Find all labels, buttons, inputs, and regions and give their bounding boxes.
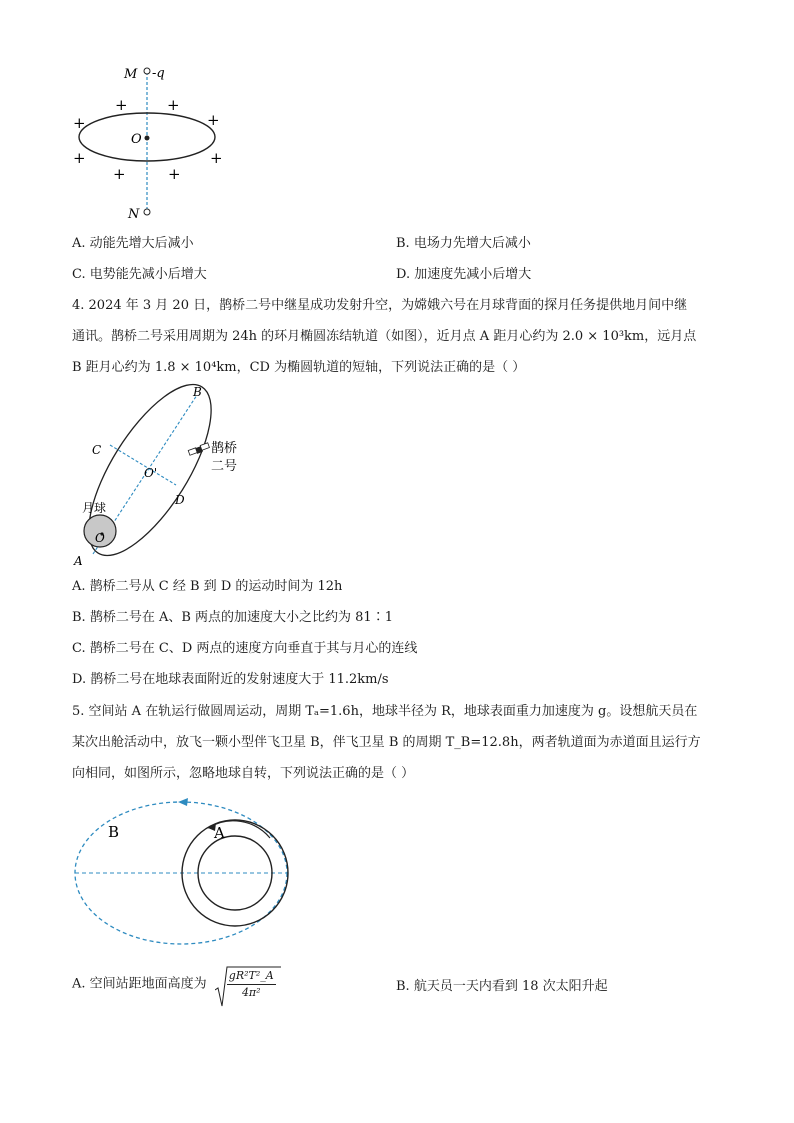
label-O-moon: O: [95, 531, 105, 545]
plus-sign: +: [210, 149, 223, 167]
label-O-prime: O': [144, 466, 158, 480]
q3-option-a[interactable]: A. 动能先增大后减小: [72, 236, 194, 251]
label-D: D: [175, 493, 185, 507]
plus-sign: +: [167, 96, 180, 114]
label-O: O: [131, 132, 142, 147]
plus-sign: +: [168, 165, 181, 183]
q5-stem-line-1: 5. 空间站 A 在轨运行做圆周运动，周期 Tₐ=1.6h，地球半径为 R，地球表面重力加速度为 g。设想航天员在: [72, 704, 698, 719]
label-B: B: [193, 385, 202, 399]
q4-option-a[interactable]: A. 鹊桥二号从 C 经 B 到 D 的运动时间为 12h: [72, 579, 343, 594]
fraction-denominator: 4π²: [241, 986, 261, 999]
label-N: N: [128, 207, 140, 222]
label-satellite-line-2: 二号: [211, 459, 238, 474]
q4-option-b[interactable]: B. 鹊桥二号在 A、B 两点的加速度大小之比约为 81∶1: [72, 610, 393, 625]
arrow-head-B: [178, 798, 188, 806]
sqrt-expression: [215, 968, 276, 1001]
label-M: M: [124, 67, 138, 82]
satellite-icon: [188, 443, 209, 455]
q5-stem-line-3: 向相同，如图所示，忽略地球自转，下列说法正确的是（ ）: [72, 766, 415, 781]
q3-option-c[interactable]: C. 电势能先减小后增大: [72, 267, 207, 282]
figure-station-orbits: [60, 790, 310, 955]
fraction-numerator: gR²T²_A: [227, 968, 276, 985]
point-M: [144, 68, 150, 74]
plus-sign: +: [113, 165, 126, 183]
point-N: [144, 209, 150, 215]
q4-option-c[interactable]: C. 鹊桥二号在 C、D 两点的速度方向垂直于其与月心的连线: [72, 641, 418, 656]
label-A: A: [214, 824, 225, 842]
q5-option-a[interactable]: [72, 968, 276, 1008]
q5-option-b[interactable]: B. 航天员一天内看到 18 次太阳升起: [396, 979, 608, 994]
q4-stem-line-3: B 距月心约为 1.8 × 10⁴km，CD 为椭圆轨道的短轴，下列说法正确的是（ ）: [72, 360, 526, 375]
q3-option-b[interactable]: B. 电场力先增大后减小: [396, 236, 531, 251]
figure-charged-ring: [60, 58, 240, 228]
plus-sign: +: [115, 96, 128, 114]
sqrt-sign-icon: [215, 966, 281, 1008]
label-moon: 月球: [82, 501, 107, 515]
figure-lunar-orbit: [60, 382, 260, 572]
label-C: C: [92, 443, 102, 457]
minor-axis-CD: [110, 445, 176, 485]
q4-stem-line-2: 通讯。鹊桥二号采用周期为 24h 的环月椭圆冻结轨道（如图），近月点 A 距月心约为 2.0 × 10³km，远月点: [72, 329, 697, 344]
label-A: A: [74, 554, 83, 568]
q3-option-d[interactable]: D. 加速度先减小后增大: [396, 267, 532, 282]
q4-stem-line-1: 4. 2024 年 3 月 20 日，鹊桥二号中继星成功发射升空，为嫦娥六号在月球背面的探月任务提供地月间中继: [72, 298, 688, 313]
plus-sign: +: [73, 114, 86, 132]
label-B: B: [108, 823, 120, 841]
plus-sign: +: [207, 111, 220, 129]
q5-option-a-label: A. 空间站距地面高度为: [72, 976, 207, 992]
label-minus-q: -q: [152, 66, 165, 81]
plus-sign: +: [73, 149, 86, 167]
q4-option-d[interactable]: D. 鹊桥二号在地球表面附近的发射速度大于 11.2km/s: [72, 672, 389, 687]
q5-stem-line-2: 某次出舱活动中，放飞一颗小型伴飞卫星 B，伴飞卫星 B 的周期 T_B=12.8h，两者轨道面为赤道面且运行方: [72, 735, 701, 750]
label-satellite-line-1: 鹊桥: [211, 441, 238, 456]
point-O: [145, 136, 150, 141]
